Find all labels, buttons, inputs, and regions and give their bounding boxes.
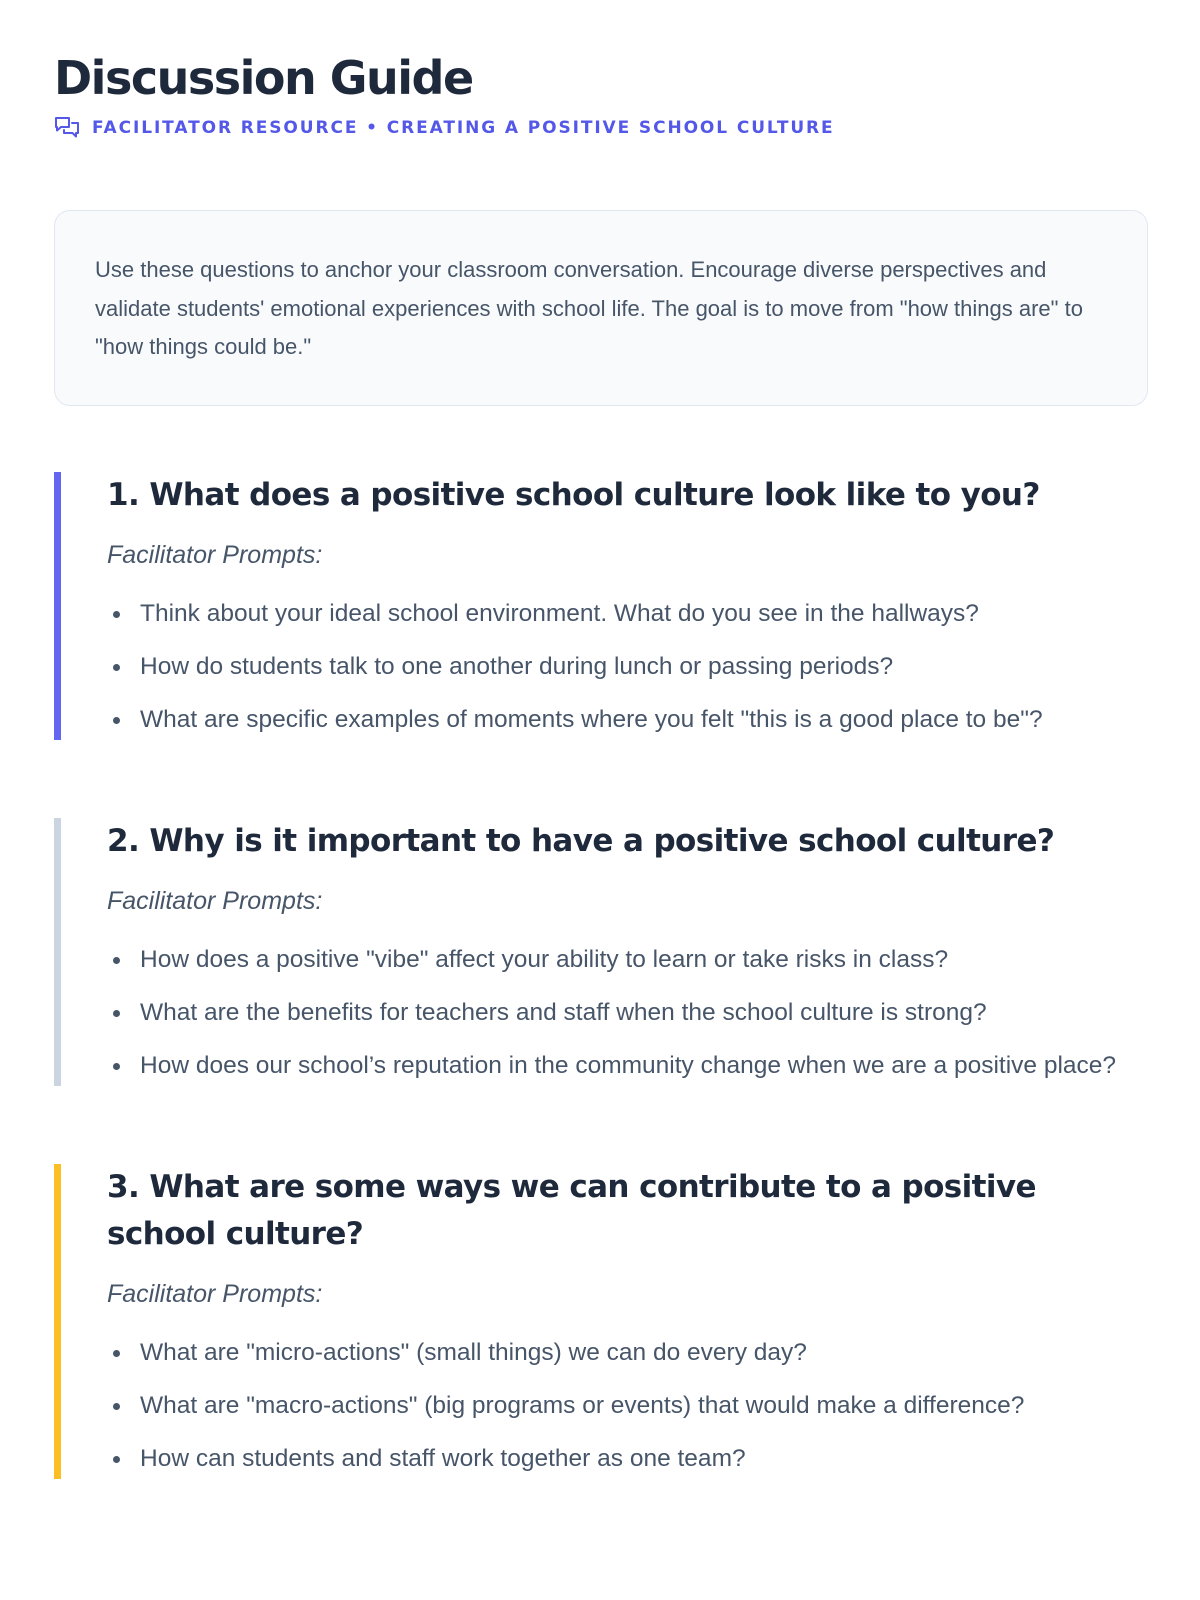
list-item	[107, 993, 1146, 1033]
bullet-icon	[113, 664, 120, 671]
list-item	[107, 1046, 1146, 1086]
bullet-icon	[113, 1403, 120, 1410]
subtitle: FACILITATOR RESOURCE • CREATING A POSITIVE SCHOOL CULTURE	[92, 118, 835, 138]
bullet-icon	[113, 1063, 120, 1070]
question-title: 1. What does a positive school culture look like to you?	[107, 476, 1040, 513]
question-section-1	[54, 472, 1146, 740]
intro-box	[54, 210, 1148, 406]
bullet-icon	[113, 717, 120, 724]
question-section-3	[54, 1164, 1146, 1479]
page-title: Discussion Guide	[54, 51, 473, 105]
prompt-list	[107, 1333, 1146, 1479]
bullet-icon	[113, 1456, 120, 1463]
list-item	[107, 1386, 1146, 1426]
chat-bubbles-icon	[54, 116, 80, 140]
prompt-text: What are "macro-actions" (big programs or events) that would make a difference?	[140, 1391, 1025, 1419]
prompt-list	[107, 940, 1146, 1086]
subtitle-row	[54, 116, 1146, 140]
prompt-text: What are specific examples of moments where you felt "this is a good place to be"?	[140, 705, 1043, 733]
prompts-label: Facilitator Prompts:	[107, 540, 323, 569]
list-item	[107, 594, 1146, 634]
list-item	[107, 940, 1146, 980]
list-item	[107, 700, 1146, 740]
prompt-text: What are the benefits for teachers and staff when the school culture is strong?	[140, 998, 987, 1026]
intro-text: Use these questions to anchor your classroom conversation. Encourage diverse perspectives and validate students' emotional experiences with school life. The goal is to move from "how things are" to "how things could be."	[95, 257, 1083, 359]
list-item	[107, 647, 1146, 687]
bullet-icon	[113, 1010, 120, 1017]
bullet-icon	[113, 1350, 120, 1357]
question-title: 2. Why is it important to have a positive school culture?	[107, 822, 1055, 859]
bullet-icon	[113, 957, 120, 964]
question-section-2	[54, 818, 1146, 1086]
bullet-icon	[113, 611, 120, 618]
list-item	[107, 1439, 1146, 1479]
prompt-text: How does our school’s reputation in the community change when we are a positive place?	[140, 1051, 1117, 1079]
prompt-text: How can students and staff work together as one team?	[140, 1444, 746, 1472]
prompt-text: How do students talk to one another during lunch or passing periods?	[140, 652, 894, 680]
question-title: 3. What are some ways we can contribute to a positive school culture?	[107, 1168, 1036, 1252]
prompts-label: Facilitator Prompts:	[107, 886, 323, 915]
list-item	[107, 1333, 1146, 1373]
prompt-text: How does a positive "vibe" affect your ability to learn or take risks in class?	[140, 945, 949, 973]
prompts-label: Facilitator Prompts:	[107, 1279, 323, 1308]
prompt-text: Think about your ideal school environment. What do you see in the hallways?	[140, 599, 979, 627]
prompt-text: What are "micro-actions" (small things) we can do every day?	[140, 1338, 807, 1366]
prompt-list	[107, 594, 1146, 740]
